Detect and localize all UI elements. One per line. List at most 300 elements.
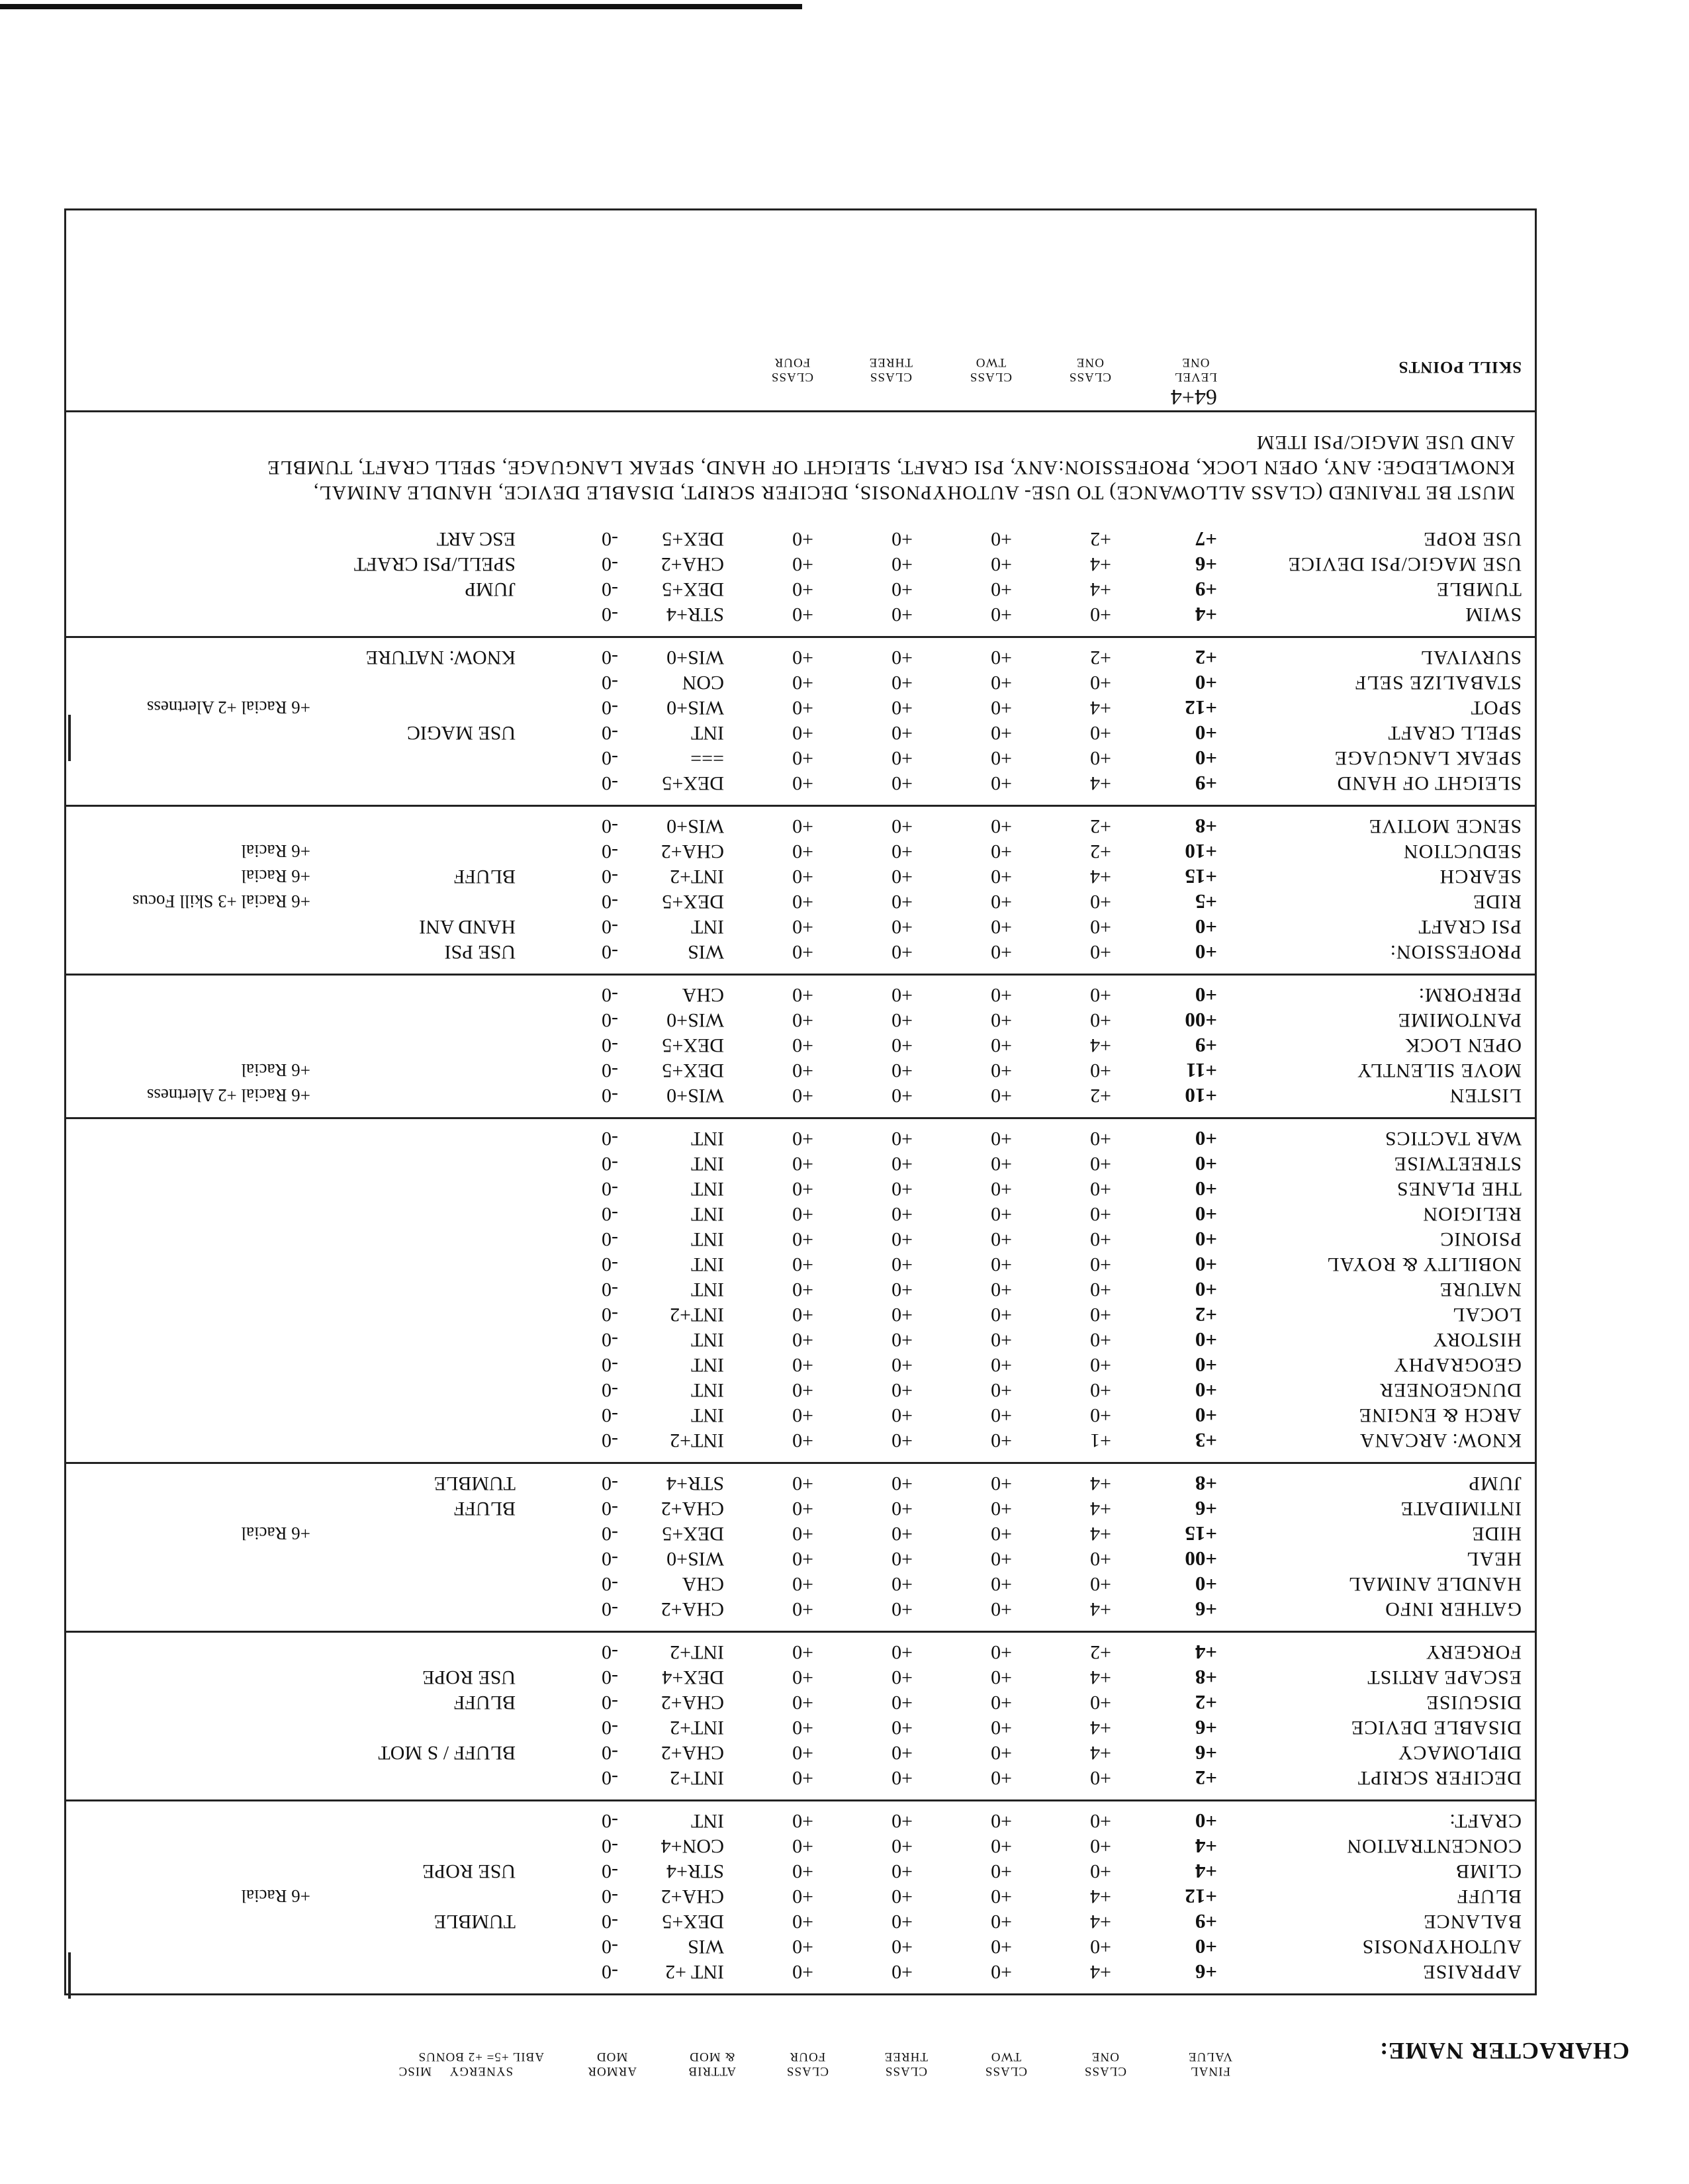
skill-name: BALANCE (1423, 1911, 1522, 1933)
skill-name: PANTOMIME (1397, 1009, 1522, 1031)
class-two-value: +0 (991, 1253, 1012, 1275)
class-three-value: +0 (891, 1128, 913, 1150)
class-four-value: +0 (792, 1641, 813, 1663)
class-three-value: +0 (891, 1354, 913, 1376)
final-value: +2 (1195, 1691, 1217, 1714)
skill-row (66, 1302, 1535, 1327)
attrib-mod: INT+2 (670, 1641, 724, 1663)
final-value: +15 (1185, 865, 1217, 888)
class-four-value: +0 (792, 866, 813, 887)
class-three-value: +0 (891, 1641, 913, 1663)
skill-name: ESCAPE ARTIST (1367, 1666, 1522, 1688)
armor-mod: -0 (602, 1034, 618, 1056)
armor-mod: -0 (602, 1742, 618, 1764)
final-value: +00 (1185, 1547, 1217, 1570)
attrib-mod: INT (691, 1228, 724, 1250)
armor-mod: -0 (602, 1911, 618, 1933)
armor-mod: -0 (602, 604, 618, 625)
skill-name: APPRAISE (1422, 1961, 1522, 1983)
attrib-mod: INT (691, 1178, 724, 1200)
class-three-value: +0 (891, 916, 913, 938)
attrib-mod: CON+4 (661, 1835, 724, 1857)
class-two-value: +0 (991, 841, 1012, 862)
attrib-mod: DEX+5 (662, 528, 724, 550)
attrib-mod: INT (691, 1279, 724, 1300)
class-four-value: +0 (792, 941, 813, 963)
skill-row (66, 602, 1535, 627)
skill-name: BLUFF (1456, 1886, 1522, 1907)
armor-mod: -0 (602, 841, 618, 862)
misc-bonus: +6 Racial +3 Skill Focus (132, 891, 310, 911)
class-three-value: +0 (891, 1379, 913, 1401)
final-value: +4 (1195, 1860, 1217, 1883)
class-three-value: +0 (891, 647, 913, 668)
synergy: BLUFF (453, 866, 516, 887)
attrib-mod: WIS (688, 1936, 724, 1958)
skill-name: PROFESSION: (1389, 941, 1522, 963)
attrib-mod: CON (682, 672, 724, 694)
attrib-mod: INT+2 (670, 1717, 724, 1739)
final-value: +2 (1195, 1766, 1217, 1790)
class-three-value: +0 (891, 697, 913, 719)
class-one-value: +0 (1090, 984, 1111, 1006)
misc-bonus: +6 Racial (241, 866, 310, 886)
class-one-value: +2 (1090, 1085, 1111, 1107)
skill-name: DIPLOMACY (1397, 1742, 1522, 1764)
attrib-mod: CHA (682, 984, 724, 1006)
class-four-value: +0 (792, 1911, 813, 1933)
class-four-value: +0 (792, 1279, 813, 1300)
trained-note-line-3: AND USE MAGIC/PSI ITEM (1255, 432, 1515, 453)
col-header-armor: ARMOR MOD (587, 2050, 637, 2078)
skill-group (66, 1631, 1535, 1799)
final-value: +4 (1195, 1835, 1217, 1858)
skill-name: WAR TACTICS (1384, 1128, 1522, 1150)
class-three-value: +0 (891, 1498, 913, 1520)
skill-row (66, 813, 1535, 839)
class-four-value: +0 (792, 1153, 813, 1175)
class-four-value: +0 (792, 1128, 813, 1150)
final-value: +10 (1185, 840, 1217, 863)
skill-name: JUMP (1468, 1473, 1522, 1494)
class-three-value: +0 (891, 1329, 913, 1351)
attrib-mod: DEX+4 (662, 1666, 724, 1688)
class-one-value: +0 (1090, 1178, 1111, 1200)
attrib-mod: DEX+5 (662, 578, 724, 600)
skill-row (66, 770, 1535, 796)
final-value: +0 (1195, 721, 1217, 745)
skill-row (66, 939, 1535, 964)
skill-name: SLEIGHT OF HAND (1336, 772, 1522, 794)
armor-mod: -0 (602, 891, 618, 913)
class-one-value: +0 (1090, 941, 1111, 963)
armor-mod: -0 (602, 528, 618, 550)
skill-row (66, 982, 1535, 1007)
class-two-value: +0 (991, 1473, 1012, 1494)
final-value: +4 (1195, 603, 1217, 626)
skill-name: PERFORM: (1418, 984, 1522, 1006)
skill-points-value: 64+4 (1170, 385, 1217, 409)
attrib-mod: CHA+2 (661, 1598, 724, 1620)
attrib-mod: WIS+0 (666, 647, 724, 668)
class-four-value: +0 (792, 1379, 813, 1401)
armor-mod: -0 (602, 1279, 618, 1300)
synergy: BLUFF (453, 1498, 516, 1520)
class-four-value: +0 (792, 1666, 813, 1688)
skill-points-label: SKILL POINTS (1398, 358, 1522, 376)
misc-bonus: +6 Racial +2 Alertness (146, 1085, 310, 1105)
final-value: +8 (1195, 1472, 1217, 1495)
class-one-value: +4 (1090, 1717, 1111, 1739)
class-two-value: +0 (991, 1354, 1012, 1376)
class-one-value: +4 (1090, 1498, 1111, 1520)
class-three-value: +0 (891, 553, 913, 575)
final-value: +6 (1195, 1741, 1217, 1764)
skill-name: KNOW: ARCANA (1359, 1430, 1522, 1451)
armor-mod: -0 (602, 1573, 618, 1595)
final-value: +6 (1195, 1497, 1217, 1520)
skill-row (66, 1352, 1535, 1377)
class-three-value: +0 (891, 772, 913, 794)
skill-points-box (66, 311, 1535, 410)
class-four-value: +0 (792, 1304, 813, 1326)
final-value: +8 (1195, 1666, 1217, 1689)
skill-name: SPOT (1470, 697, 1522, 719)
final-value: +3 (1195, 1429, 1217, 1452)
final-value: +2 (1195, 646, 1217, 669)
armor-mod: -0 (602, 1860, 618, 1882)
class-four-value: +0 (792, 647, 813, 668)
armor-mod: -0 (602, 1354, 618, 1376)
class-two-value: +0 (991, 1742, 1012, 1764)
skill-row (66, 551, 1535, 576)
final-value: +6 (1195, 1960, 1217, 1983)
armor-mod: -0 (602, 697, 618, 719)
class-four-value: +0 (792, 1253, 813, 1275)
class-two-value: +0 (991, 1329, 1012, 1351)
class-three-value: +0 (891, 1692, 913, 1713)
final-value: +0 (1195, 983, 1217, 1007)
class-one-value: +0 (1090, 672, 1111, 694)
class-four-value: +0 (792, 1548, 813, 1570)
armor-mod: -0 (602, 1835, 618, 1857)
class-two-value: +0 (991, 984, 1012, 1006)
class-two-value: +0 (991, 1060, 1012, 1081)
synergy: TUMBLE (434, 1473, 516, 1494)
class-two-value: +0 (991, 1767, 1012, 1789)
final-value: +6 (1195, 1716, 1217, 1739)
skill-row (66, 1176, 1535, 1201)
class-one-value: +0 (1090, 1329, 1111, 1351)
skill-row (66, 1959, 1535, 1984)
class-one-value: +0 (1090, 1203, 1111, 1225)
col-header-class-four: CLASS FOUR (786, 2050, 829, 2078)
skill-row (66, 720, 1535, 745)
attrib-mod: === (690, 747, 724, 769)
skill-name: ARCH & ENGINE (1358, 1404, 1522, 1426)
class-three-value: +0 (891, 672, 913, 694)
sp-class-three: CLASS THREE (868, 355, 913, 384)
skill-row (66, 1496, 1535, 1521)
skill-name: THE PLANES (1396, 1178, 1522, 1200)
skill-row (66, 1226, 1535, 1251)
armor-mod: -0 (602, 1228, 618, 1250)
class-two-value: +0 (991, 815, 1012, 837)
final-value: +9 (1195, 1034, 1217, 1057)
attrib-mod: DEX+5 (662, 772, 724, 794)
armor-mod: -0 (602, 1404, 618, 1426)
class-four-value: +0 (792, 1886, 813, 1907)
final-value: +0 (1195, 915, 1217, 938)
class-three-value: +0 (891, 1203, 913, 1225)
armor-mod: -0 (602, 1936, 618, 1958)
final-value: +0 (1195, 1353, 1217, 1377)
class-two-value: +0 (991, 1810, 1012, 1832)
skill-row (66, 1715, 1535, 1740)
class-one-value: +4 (1090, 1666, 1111, 1688)
skill-row (66, 1126, 1535, 1151)
class-two-value: +0 (991, 1523, 1012, 1545)
class-four-value: +0 (792, 672, 813, 694)
attrib-mod: INT+2 (670, 866, 724, 887)
class-three-value: +0 (891, 604, 913, 625)
class-one-value: +0 (1090, 1060, 1111, 1081)
class-two-value: +0 (991, 647, 1012, 668)
skill-row (66, 1884, 1535, 1909)
final-value: +9 (1195, 1910, 1217, 1933)
final-value: +0 (1195, 1278, 1217, 1301)
attrib-mod: CHA+2 (661, 841, 724, 862)
class-two-value: +0 (991, 1430, 1012, 1451)
class-two-value: +0 (991, 528, 1012, 550)
class-three-value: +0 (891, 815, 913, 837)
skill-name: AUTOHYPNOSIS (1361, 1936, 1522, 1958)
misc-bonus: +6 Racial (241, 1060, 310, 1080)
final-value: +0 (1195, 1127, 1217, 1150)
class-four-value: +0 (792, 1203, 813, 1225)
class-three-value: +0 (891, 866, 913, 887)
attrib-mod: INT +2 (665, 1961, 724, 1983)
final-value: +2 (1195, 1303, 1217, 1326)
class-four-value: +0 (792, 1961, 813, 1983)
class-four-value: +0 (792, 722, 813, 744)
class-one-value: +4 (1090, 1886, 1111, 1907)
skill-row (66, 914, 1535, 939)
attrib-mod: WIS (688, 941, 724, 963)
attrib-mod: STR+4 (666, 1473, 724, 1494)
skill-name: RELIGION (1422, 1203, 1522, 1225)
attrib-mod: INT (691, 1379, 724, 1401)
synergy: BLUFF (453, 1692, 516, 1713)
skill-name: DECIFER SCRIPT (1357, 1767, 1522, 1789)
final-value: +5 (1195, 890, 1217, 913)
class-two-value: +0 (991, 1379, 1012, 1401)
class-four-value: +0 (792, 772, 813, 794)
class-three-value: +0 (891, 1228, 913, 1250)
class-one-value: +0 (1090, 1810, 1111, 1832)
synergy: ESC ART (436, 528, 516, 550)
skill-name: HISTORY (1432, 1329, 1522, 1351)
class-three-value: +0 (891, 1886, 913, 1907)
armor-mod: -0 (602, 1473, 618, 1494)
class-one-value: +0 (1090, 1128, 1111, 1150)
class-two-value: +0 (991, 1228, 1012, 1250)
skill-row (66, 1639, 1535, 1664)
armor-mod: -0 (602, 1128, 618, 1150)
attrib-mod: INT (691, 722, 724, 744)
skill-name: GATHER INFO (1385, 1598, 1522, 1620)
col-header-class-one: CLASS ONE (1083, 2050, 1126, 2078)
skill-row (66, 670, 1535, 695)
synergy: BLUFF / S MOT (378, 1742, 516, 1764)
attrib-mod: INT (691, 1153, 724, 1175)
final-value: +0 (1195, 1935, 1217, 1958)
class-three-value: +0 (891, 1548, 913, 1570)
armor-mod: -0 (602, 941, 618, 963)
class-two-value: +0 (991, 1404, 1012, 1426)
class-three-value: +0 (891, 1767, 913, 1789)
class-one-value: +0 (1090, 916, 1111, 938)
class-four-value: +0 (792, 1523, 813, 1545)
armor-mod: -0 (602, 984, 618, 1006)
class-three-value: +0 (891, 528, 913, 550)
armor-mod: -0 (602, 1304, 618, 1326)
armor-mod: -0 (602, 1085, 618, 1107)
class-two-value: +0 (991, 1911, 1012, 1933)
class-one-value: +0 (1090, 1835, 1111, 1857)
class-four-value: +0 (792, 815, 813, 837)
class-two-value: +0 (991, 1128, 1012, 1150)
class-four-value: +0 (792, 1717, 813, 1739)
trained-note (66, 410, 1535, 520)
col-header-class-three: CLASS THREE (884, 2050, 928, 2078)
class-four-value: +0 (792, 1498, 813, 1520)
skill-group (66, 974, 1535, 1117)
class-four-value: +0 (792, 1034, 813, 1056)
skill-row (66, 1934, 1535, 1959)
class-two-value: +0 (991, 1034, 1012, 1056)
final-value: +0 (1195, 747, 1217, 770)
class-two-value: +0 (991, 553, 1012, 575)
class-one-value: +0 (1090, 1228, 1111, 1250)
class-four-value: +0 (792, 1692, 813, 1713)
class-two-value: +0 (991, 1203, 1012, 1225)
skill-name: MOVE SILENTLY (1356, 1060, 1522, 1081)
class-four-value: +0 (792, 1598, 813, 1620)
skill-name: LISTEN (1449, 1085, 1522, 1107)
skill-group (66, 805, 1535, 974)
armor-mod: -0 (602, 647, 618, 668)
skill-row (66, 645, 1535, 670)
attrib-mod: INT (691, 1128, 724, 1150)
class-two-value: +0 (991, 1178, 1012, 1200)
armor-mod: -0 (602, 1961, 618, 1983)
final-value: +6 (1195, 553, 1217, 576)
attrib-mod: INT (691, 1253, 724, 1275)
skill-name: CLIMB (1455, 1860, 1522, 1882)
armor-mod: -0 (602, 578, 618, 600)
skill-row (66, 1151, 1535, 1176)
skill-row (66, 1765, 1535, 1790)
skill-row (66, 1083, 1535, 1108)
class-one-value: +4 (1090, 1911, 1111, 1933)
armor-mod: -0 (602, 1153, 618, 1175)
class-three-value: +0 (891, 1430, 913, 1451)
skill-name: INTIMIDATE (1400, 1498, 1522, 1520)
class-two-value: +0 (991, 697, 1012, 719)
class-two-value: +0 (991, 941, 1012, 963)
class-four-value: +0 (792, 984, 813, 1006)
class-one-value: +0 (1090, 1153, 1111, 1175)
attrib-mod: DEX+5 (662, 1523, 724, 1545)
class-three-value: +0 (891, 1523, 913, 1545)
skill-name: SPEAK LANGUAGE (1334, 747, 1522, 769)
class-four-value: +0 (792, 528, 813, 550)
class-four-value: +0 (792, 1936, 813, 1958)
final-value: +0 (1195, 1253, 1217, 1276)
class-four-value: +0 (792, 1178, 813, 1200)
class-four-value: +0 (792, 1404, 813, 1426)
skill-name: SWIM (1465, 604, 1522, 625)
skill-row (66, 1058, 1535, 1083)
skill-group (66, 520, 1535, 636)
col-header-final: FINAL VALUE (1188, 2050, 1232, 2078)
class-two-value: +0 (991, 1498, 1012, 1520)
class-two-value: +0 (991, 1598, 1012, 1620)
class-one-value: +0 (1090, 1354, 1111, 1376)
class-one-value: +4 (1090, 772, 1111, 794)
class-three-value: +0 (891, 1598, 913, 1620)
attrib-mod: INT (691, 1810, 724, 1832)
misc-bonus: +6 Racial +2 Alertness (146, 698, 310, 717)
final-value: +0 (1195, 1203, 1217, 1226)
skill-row (66, 1428, 1535, 1453)
skill-groups (66, 520, 1535, 1993)
synergy: USE ROPE (422, 1860, 516, 1882)
class-two-value: +0 (991, 1573, 1012, 1595)
skill-row (66, 1690, 1535, 1715)
final-value: +0 (1195, 1177, 1217, 1201)
skill-row (66, 1007, 1535, 1032)
armor-mod: -0 (602, 1178, 618, 1200)
armor-mod: -0 (602, 866, 618, 887)
class-four-value: +0 (792, 1060, 813, 1081)
synergy: JUMP (465, 578, 516, 600)
class-one-value: +0 (1090, 1573, 1111, 1595)
class-one-value: +0 (1090, 1767, 1111, 1789)
class-one-value: +0 (1090, 1936, 1111, 1958)
class-three-value: +0 (891, 1085, 913, 1107)
class-three-value: +0 (891, 1034, 913, 1056)
skill-name: SEDUCTION (1403, 841, 1522, 862)
skill-group (66, 1117, 1535, 1462)
skills-table (64, 208, 1537, 1995)
skill-row (66, 1808, 1535, 1833)
armor-mod: -0 (602, 1253, 618, 1275)
class-three-value: +0 (891, 1936, 913, 1958)
final-value: +0 (1195, 1379, 1217, 1402)
attrib-mod: CHA+2 (661, 1886, 724, 1907)
attrib-mod: INT (691, 1329, 724, 1351)
class-two-value: +0 (991, 866, 1012, 887)
misc-bonus: +6 Racial (241, 1886, 310, 1906)
class-four-value: +0 (792, 1085, 813, 1107)
skill-name: RIDE (1473, 891, 1522, 913)
synergy: HAND ANI (419, 916, 516, 938)
col-header-class-two: CLASS TWO (984, 2050, 1027, 2078)
skill-row (66, 1740, 1535, 1765)
skill-group (66, 636, 1535, 805)
